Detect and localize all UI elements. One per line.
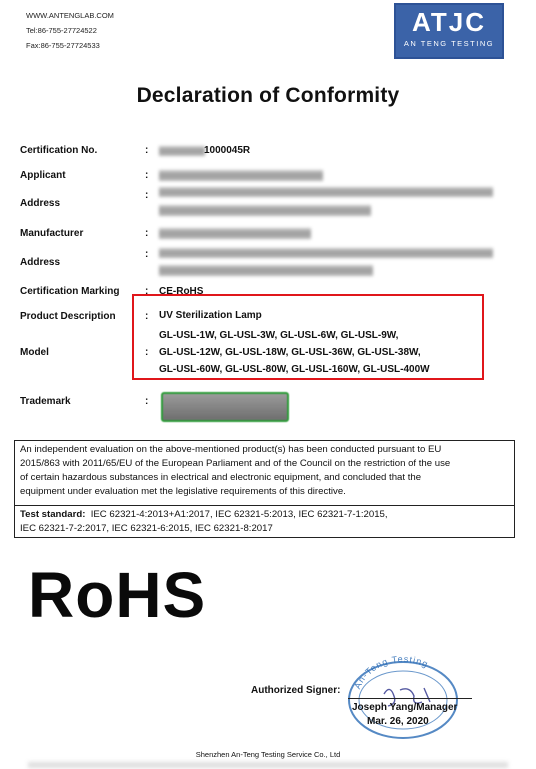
fax-text: Fax:86-755-27724533 [26, 41, 100, 50]
directive-line: equipment under evaluation met the legislative requirements of this directive. [20, 486, 346, 497]
redaction-block [159, 265, 373, 276]
trademark-image [161, 392, 289, 422]
directive-line: 2015/863 with 2011/65/EU of the European Parliament and of the Council on the restriction of the use [20, 458, 451, 469]
address-label: Address [20, 198, 61, 209]
certification-no-label: Certification No. [20, 145, 98, 156]
footer-address-faded [28, 762, 508, 768]
manufacturer-label: Manufacturer [20, 228, 84, 239]
redaction-block [159, 187, 493, 197]
website-text: WWW.ANTENGLAB.COM [26, 11, 114, 20]
redaction-block [159, 228, 311, 239]
test-standard-line: IEC 62321-4:2013+A1:2017, IEC 62321-5:2013, IEC 62321-7-1:2015, [90, 509, 388, 520]
model-line: GL-USL-60W, GL-USL-80W, GL-USL-160W, GL-USL-400W [159, 364, 430, 375]
tel-text: Tel:86-755-27724522 [26, 26, 97, 35]
certification-no-value: 1000045R [204, 145, 251, 156]
redaction-block [159, 248, 493, 258]
stamp-text: An-Teng Testing [352, 653, 431, 691]
directive-line: of certain hazardous substances in electrical and electronic equipment, and concluded that the [20, 472, 422, 483]
rohs-mark: RoHS [28, 559, 207, 631]
redaction-block [159, 146, 205, 156]
footer-company: Shenzhen An-Teng Testing Service Co., Ltd [195, 750, 341, 759]
page-title: Declaration of Conformity [136, 84, 400, 107]
colon: : [145, 170, 149, 181]
signer-name: Joseph Yang/Manager [352, 702, 458, 713]
colon: : [145, 347, 149, 358]
box-divider [14, 505, 515, 506]
contact-info [26, 8, 114, 53]
authorized-signer-label: Authorized Signer: [251, 685, 341, 696]
signature-line [348, 698, 472, 699]
colon: : [145, 190, 149, 201]
model-label: Model [20, 347, 49, 358]
atjc-logo [394, 3, 504, 59]
test-standard-label: Test standard: [20, 509, 86, 520]
redaction-block [159, 170, 323, 181]
colon: : [145, 228, 149, 239]
test-standard-line: IEC 62321-7-2:2017, IEC 62321-6:2015, IEC 62321-8:2017 [20, 523, 273, 534]
address-label: Address [20, 257, 61, 268]
logo-small-text: AN TENG TESTING [403, 39, 495, 48]
test-standard [20, 508, 388, 536]
product-description-value: UV Sterilization Lamp [159, 310, 262, 321]
trademark-label: Trademark [20, 396, 71, 407]
certification-marking-label: Certification Marking [20, 286, 120, 297]
product-description-label: Product Description [20, 311, 116, 322]
directive-statement [20, 443, 510, 499]
signer-date: Mar. 26, 2020 [367, 716, 429, 727]
colon: : [145, 396, 149, 407]
directive-line: An independent evaluation on the above-mentioned product(s) has been conducted pursuant to EU [20, 444, 442, 455]
colon: : [145, 286, 149, 297]
colon: : [145, 249, 149, 260]
model-line: GL-USL-12W, GL-USL-18W, GL-USL-36W, GL-USL-38W, [159, 347, 421, 358]
applicant-label: Applicant [20, 170, 66, 181]
redaction-block [159, 205, 371, 216]
colon: : [145, 145, 149, 156]
certification-marking-value: CE-RoHS [159, 286, 204, 297]
colon: : [145, 311, 149, 322]
model-line: GL-USL-1W, GL-USL-3W, GL-USL-6W, GL-USL-9W, [159, 330, 399, 341]
model-list [159, 327, 430, 378]
logo-big-text: ATJC [412, 7, 486, 37]
